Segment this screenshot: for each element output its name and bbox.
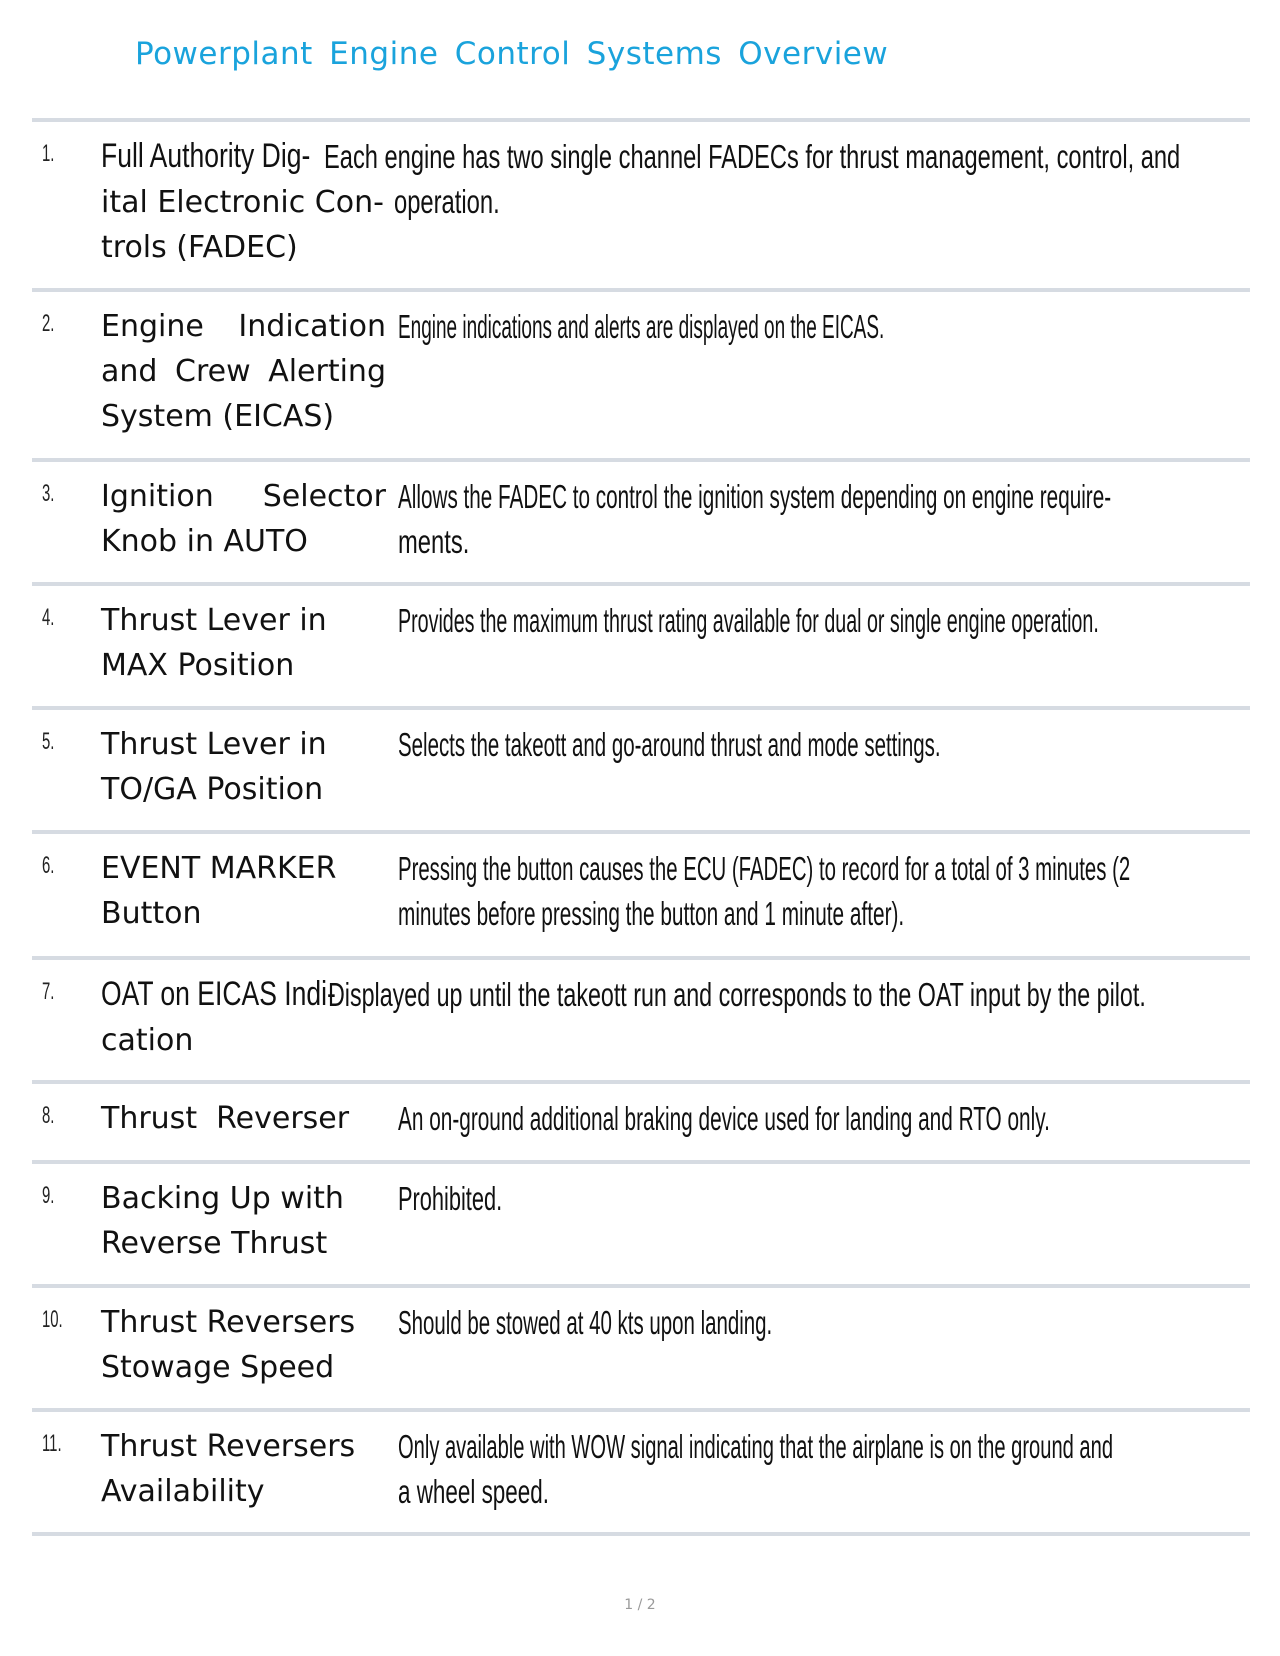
- item-term-lead: OAT on EICAS Indi-: [101, 975, 336, 1013]
- desc-line: An on-ground additional braking device used for landing and RTO only.: [398, 1100, 1050, 1137]
- item-description: [398, 304, 1258, 404]
- row-divider: [32, 1408, 1250, 1412]
- item-term: Thrust Reversers Availability: [101, 1429, 356, 1509]
- desc-line: Should be stowed at 40 kts upon landing.: [398, 1304, 773, 1341]
- desc-line: Each engine has two single channel FADECs for thrust management, control, and: [324, 138, 1181, 175]
- item-description: [398, 722, 1258, 822]
- desc-line: Engine indications and alerts are displayed on the EICAS.: [398, 308, 885, 345]
- item-term: Thrust Reverser: [101, 1101, 350, 1136]
- item-description: [328, 972, 1258, 1072]
- desc-line: Displayed up until the takeott run and corresponds to the OAT input by the pilot.: [328, 976, 1146, 1013]
- item-number: 2.: [42, 310, 55, 337]
- item-number: 11.: [42, 1430, 62, 1457]
- desc-line: minutes before pressing the button and 1 minute after).: [398, 895, 905, 932]
- row-divider: [32, 956, 1250, 960]
- item-description: [398, 846, 1258, 946]
- item-number: 9.: [42, 1182, 55, 1209]
- item-description: [398, 474, 1258, 574]
- item-description: [324, 134, 1258, 234]
- item-term: Engine Indication and Crew Alerting System (EICAS): [101, 309, 386, 434]
- item-term: Thrust Reversers Stowage Speed: [101, 1305, 356, 1385]
- row-divider: [32, 706, 1250, 710]
- desc-line: Prohibited.: [398, 1180, 503, 1217]
- item-number: 5.: [42, 728, 55, 755]
- desc-line: Pressing the button causes the ECU (FADEC) to record for a total of 3 minutes (2: [398, 850, 1131, 887]
- row-divider: [32, 582, 1250, 586]
- item-number: 6.: [42, 852, 55, 879]
- page-number: 1 / 2: [624, 1597, 656, 1613]
- item-number: 3.: [42, 480, 55, 507]
- item-description: [398, 1424, 1258, 1524]
- item-term-rest: ital Electronic Con- trols (FADEC): [101, 185, 384, 265]
- row-divider: [32, 288, 1250, 292]
- row-divider: [32, 1284, 1250, 1288]
- item-number: 10.: [42, 1306, 63, 1333]
- item-description: [398, 598, 1258, 698]
- desc-line: ments.: [398, 523, 470, 560]
- item-number: 8.: [42, 1102, 55, 1129]
- row-divider: [32, 1532, 1250, 1536]
- item-term: Thrust Lever in TO/GA Position: [101, 727, 327, 807]
- item-term: Backing Up with Reverse Thrust: [101, 1181, 344, 1261]
- item-number: 1.: [42, 140, 55, 167]
- desc-line: operation.: [394, 183, 500, 220]
- item-description: [398, 1176, 1258, 1276]
- desc-line: Only available with WOW signal indicating that the airplane is on the ground and: [398, 1428, 1114, 1465]
- item-term: Thrust Lever in MAX Position: [101, 603, 327, 683]
- page-title: Powerplant Engine Control Systems Overview: [135, 36, 889, 72]
- row-divider: [32, 458, 1250, 462]
- item-term-lead: Full Authority Dig-: [101, 137, 311, 175]
- item-description: [398, 1300, 1258, 1400]
- desc-line: a wheel speed.: [398, 1473, 549, 1510]
- desc-line: Provides the maximum thrust rating available for dual or single engine operation.: [398, 602, 1099, 639]
- item-term: EVENT MARKER Button: [101, 851, 337, 931]
- row-divider: [32, 1080, 1250, 1084]
- item-term: Ignition Selector Knob in AUTO: [101, 479, 386, 559]
- item-number: 7.: [42, 978, 55, 1005]
- desc-line: Selects the takeott and go-around thrust and mode settings.: [398, 726, 941, 763]
- row-divider: [32, 830, 1250, 834]
- desc-line: Allows the FADEC to control the ignition system depending on engine require-: [398, 478, 1112, 515]
- item-number: 4.: [42, 604, 55, 631]
- row-divider: [32, 118, 1250, 122]
- item-term-rest: cation: [101, 1023, 194, 1058]
